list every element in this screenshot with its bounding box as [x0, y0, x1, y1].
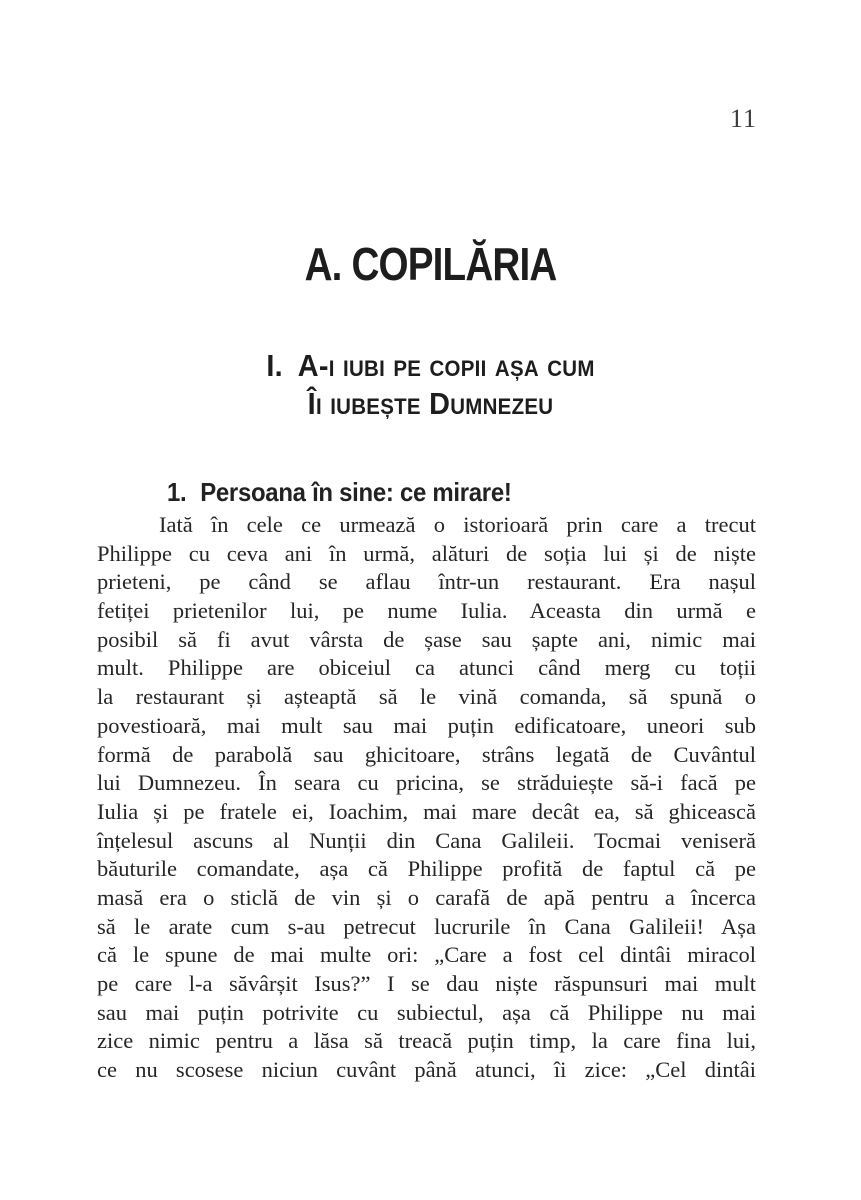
paragraph-line: Iată în cele ce urmează o istorioară prin care a trecut: [159, 512, 756, 537]
paragraph-line: înțelesul ascuns al Nunții din Cana Galileii. Tocmai veniseră: [97, 827, 756, 853]
paragraph-line: masă era o sticlă de vin și o carafă de apă pentru a încerca: [97, 884, 756, 910]
paragraph-line: prieteni, pe când se aflau într-un restaurant. Era nașul: [97, 569, 756, 595]
paragraph-line: Philippe cu ceva ani în urmă, alături de soția lui și de niște: [97, 540, 756, 566]
paragraph-line: băuturile comandate, așa că Philippe profită de faptul că pe: [97, 856, 756, 882]
section-title-line2: Îi iubește Dumnezeu: [307, 385, 554, 421]
paragraph-line: formă de parabolă sau ghicitoare, strâns legată de Cuvântul: [97, 741, 756, 767]
subsection-number: 1.: [167, 477, 187, 507]
paragraph-line: la restaurant și așteaptă să le vină comanda, să spună o: [97, 684, 756, 710]
section-numeral: I.: [266, 347, 283, 383]
paragraph-line: sau mai puțin potrivite cu subiectul, așa că Philippe nu mai: [97, 999, 756, 1025]
paragraph-line: zice nimic pentru a lăsa să treacă puțin timp, la care fina lui,: [97, 1028, 756, 1054]
paragraph-line: povestioară, mai mult sau mai puțin edificatoare, uneori sub: [97, 712, 756, 738]
subsection-title: Persoana în sine: ce mirare!: [200, 477, 512, 507]
page-number: 11: [729, 104, 757, 133]
paragraph-line: să le arate cum s-au petrecut lucrurile în Cana Galileii! Așa: [97, 913, 756, 939]
paragraph-line: pe care l-a săvârșit Isus?” I se dau niște răspunsuri mai mult: [97, 971, 756, 996]
paragraph-line: lui Dumnezeu. În seara cu pricina, se străduiește să-i facă pe: [97, 770, 756, 796]
paragraph-line: că le spune de mai multe ori: „Care a fost cel dintâi miracol: [97, 942, 756, 968]
paragraph-line: Iulia și pe fratele ei, Ioachim, mai mare decât ea, să ghicească: [97, 798, 756, 824]
paragraph-line: posibil să fi avut vârsta de șase sau șapte ani, nimic mai: [97, 626, 756, 652]
paragraph-line: mult. Philippe are obiceiul ca atunci când merg cu toții: [97, 655, 756, 681]
body-paragraph: [97, 511, 756, 1085]
paragraph-line: ce nu scosese niciun cuvânt până atunci, îi zice: „Cel dintâi: [97, 1057, 756, 1083]
paragraph-line: fetiței prietenilor lui, pe nume Iulia. Aceasta din urmă e: [97, 598, 756, 624]
chapter-title: A. COPILĂRIA: [304, 237, 557, 290]
subsection-heading: [167, 477, 512, 508]
section-heading: [30, 347, 831, 423]
section-title-line1: A-i iubi pe copii așa cum: [297, 347, 595, 383]
